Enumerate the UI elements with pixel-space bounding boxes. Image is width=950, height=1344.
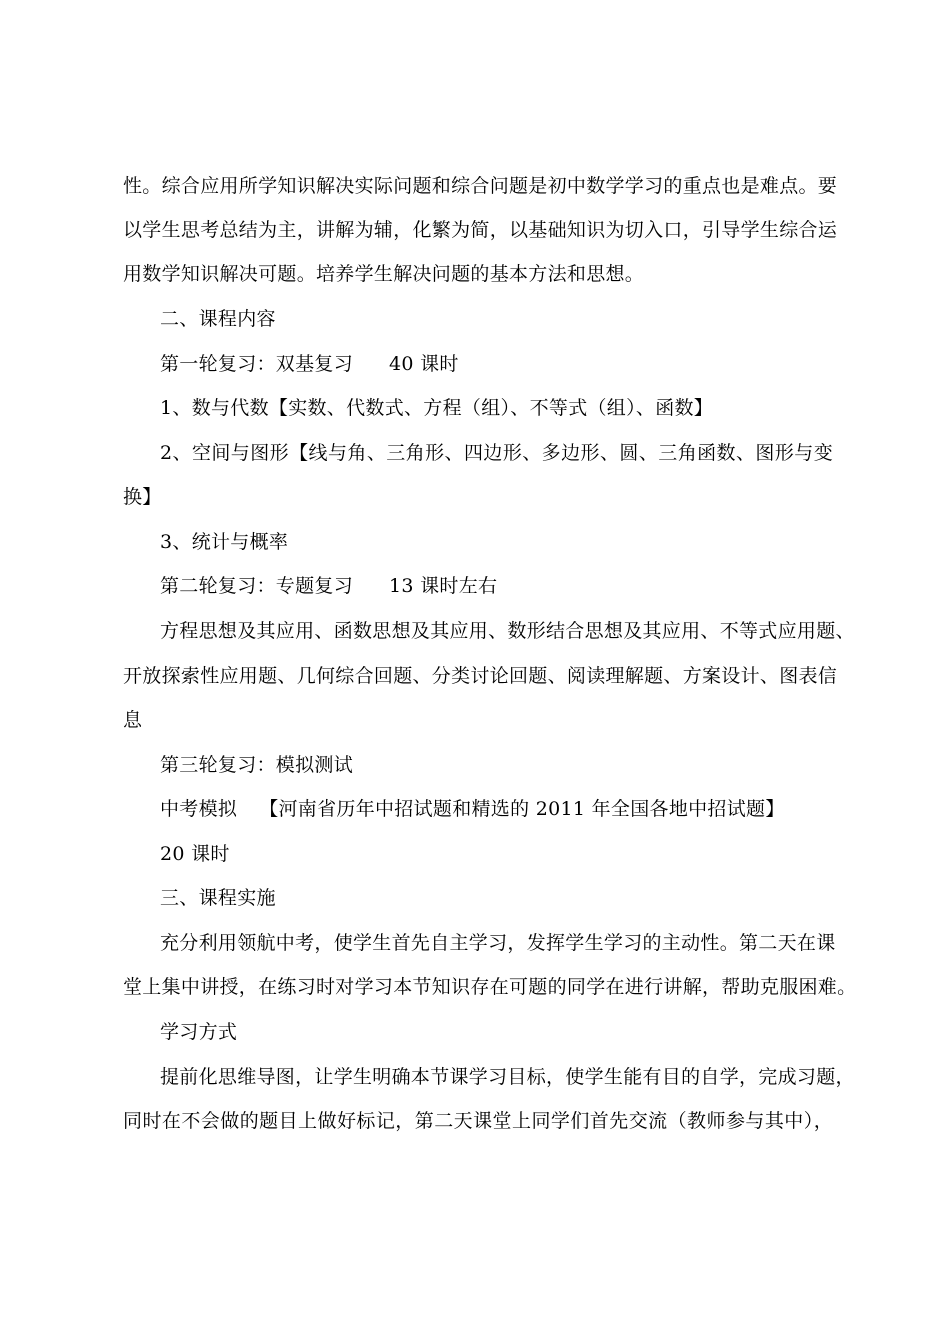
round-1-line (160, 352, 833, 376)
paragraph-line: 提前化思维导图，让学生明确本节课学习目标，使学生能有目的自学，完成习题， (160, 1066, 855, 1088)
section-heading: 三、课程实施 (160, 887, 276, 909)
mock-exam-line (160, 797, 833, 821)
mock-hours: 20 课时 (160, 843, 230, 865)
paragraph-line: 用数学知识解决可题。培养学生解决问题的基本方法和思想。 (123, 263, 645, 285)
round-2-line (160, 574, 833, 598)
paragraph-line: 以学生思考总结为主，讲解为辅，化繁为简，以基础知识为切入口，引导学生综合运 (123, 219, 838, 241)
round-1-title: 第一轮复习：双基复习 (160, 353, 354, 375)
round-3-title: 第三轮复习：模拟测试 (160, 754, 354, 776)
round-2-hours: 13 课时左右 (389, 575, 498, 597)
list-item: 1、数与代数【实数、代数式、方程（组）、不等式（组）、函数】 (160, 397, 714, 419)
round-2-title: 第二轮复习：专题复习 (160, 575, 354, 597)
paragraph-line: 同时在不会做的题目上做好标记，第二天课堂上同学们首先交流（教师参与其中）， (123, 1110, 833, 1132)
list-item-continuation: 换】 (123, 486, 162, 508)
mock-label: 中考模拟 (160, 798, 238, 820)
round-1-hours: 40 课时 (389, 353, 459, 375)
paragraph-line: 堂上集中讲授，在练习时对学习本节知识存在可题的同学在进行讲解，帮助克服困难。 (123, 976, 857, 998)
mock-detail: 【河南省历年中招试题和精选的 2011 年全国各地中招试题】 (259, 798, 785, 820)
paragraph-line: 息 (123, 709, 143, 731)
subsection-heading: 学习方式 (160, 1021, 238, 1043)
paragraph-line: 开放探索性应用题、几何综合回题、分类讨论回题、阅读理解题、方案设计、图表信 (123, 665, 838, 687)
list-item: 3、统计与概率 (160, 531, 289, 553)
paragraph-line: 充分利用领航中考，使学生首先自主学习，发挥学生学习的主动性。第二天在课 (160, 932, 836, 954)
paragraph-line: 方程思想及其应用、函数思想及其应用、数形结合思想及其应用、不等式应用题、 (160, 620, 855, 642)
list-item: 2、空间与图形【线与角、三角形、四边形、多边形、圆、三角函数、图形与变 (160, 442, 833, 464)
paragraph-line: 性。综合应用所学知识解决实际问题和综合问题是初中数学学习的重点也是难点。要 (123, 175, 838, 197)
section-heading: 二、课程内容 (160, 308, 276, 330)
